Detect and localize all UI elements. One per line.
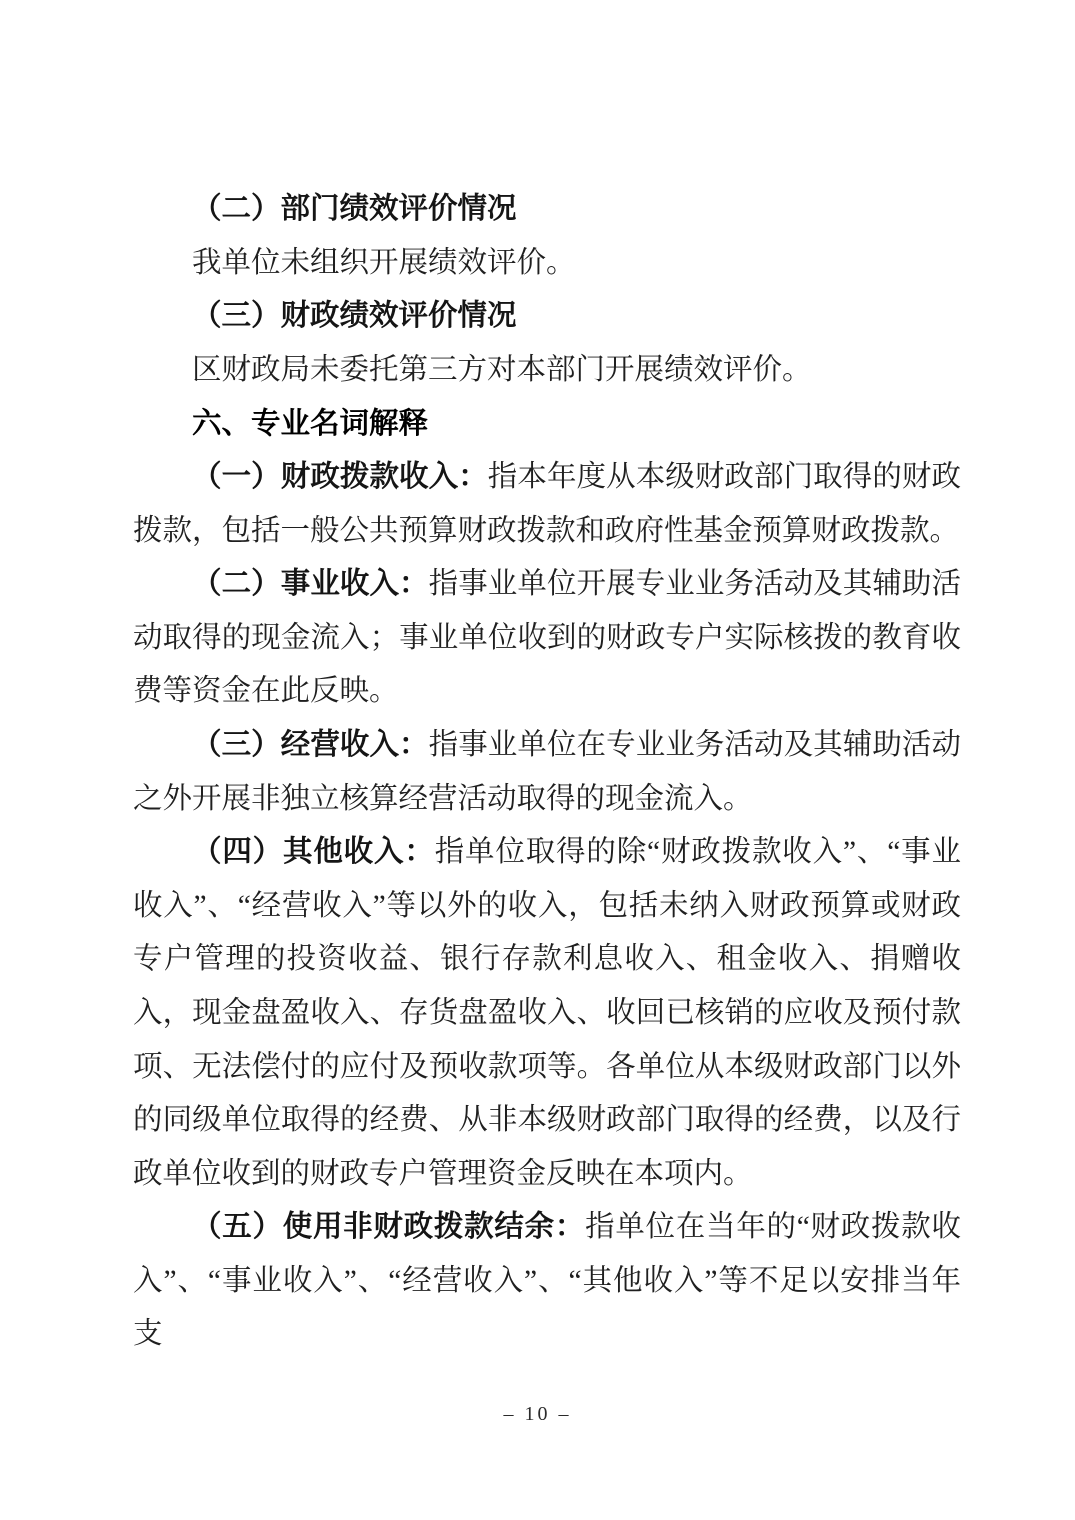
section-heading-terms: 六、专业名词解释 xyxy=(192,407,429,441)
definition-text: 指单位取得的除“财政拨款收入”、“事业收入”、“经营收入”等以外的收入，包括未纳入财政预算或财政专户管理的投资收益、银行存款利息收入、租金收入、捐赠收入，现金盘盈收入、存货盘盈收入、收回已核销的应收及预付款项、无法偿付的应付及预收款项等。各单位从本级财政部门以外的同级单位取得的经费、从非本级财政部门取得的经费，以及行政单位收到的财政专户管理资金反映在本项内。 xyxy=(133,836,961,1190)
page-number: – 10 – xyxy=(503,1403,572,1425)
definition-paragraph xyxy=(133,558,961,719)
definition-term-label: （三）经营收入： xyxy=(192,728,429,761)
definition-text: 指事业单位开展专业业务活动及其辅助活动取得的现金流入；事业单位收到的财政专户实际核拨的教育收费等资金在此反映。 xyxy=(133,568,961,708)
body-paragraph: 我单位未组织开展绩效评价。 xyxy=(192,246,576,279)
definition-text: 指单位在当年的“财政拨款收入”、“事业收入”、“经营收入”、“其他收入”等不足以安排当年支 xyxy=(133,1211,961,1351)
definition-paragraph xyxy=(133,1201,961,1362)
definition-term-label: （五）使用非财政拨款结余： xyxy=(192,1211,586,1244)
definition-text: 指事业单位在专业业务活动及其辅助活动之外开展非独立核算经营活动取得的现金流入。 xyxy=(133,728,961,815)
definition-term-label: （二）事业收入： xyxy=(192,568,429,601)
definition-text: 指本年度从本级财政部门取得的财政拨款，包括一般公共预算财政拨款和政府性基金预算财政拨款。 xyxy=(133,460,961,547)
section-subheading-performance-dept: （二）部门绩效评价情况 xyxy=(192,193,517,225)
definition-paragraph xyxy=(133,451,961,558)
definition-paragraph xyxy=(133,719,961,826)
definition-term-label: （四）其他收入： xyxy=(192,836,435,869)
body-paragraph: 区财政局未委托第三方对本部门开展绩效评价。 xyxy=(192,353,812,386)
document-body xyxy=(133,183,961,1362)
definition-paragraph xyxy=(133,826,961,1201)
definition-term-label: （一）财政拨款收入： xyxy=(192,460,488,493)
section-subheading-performance-finance: （三）财政绩效评价情况 xyxy=(192,300,517,333)
